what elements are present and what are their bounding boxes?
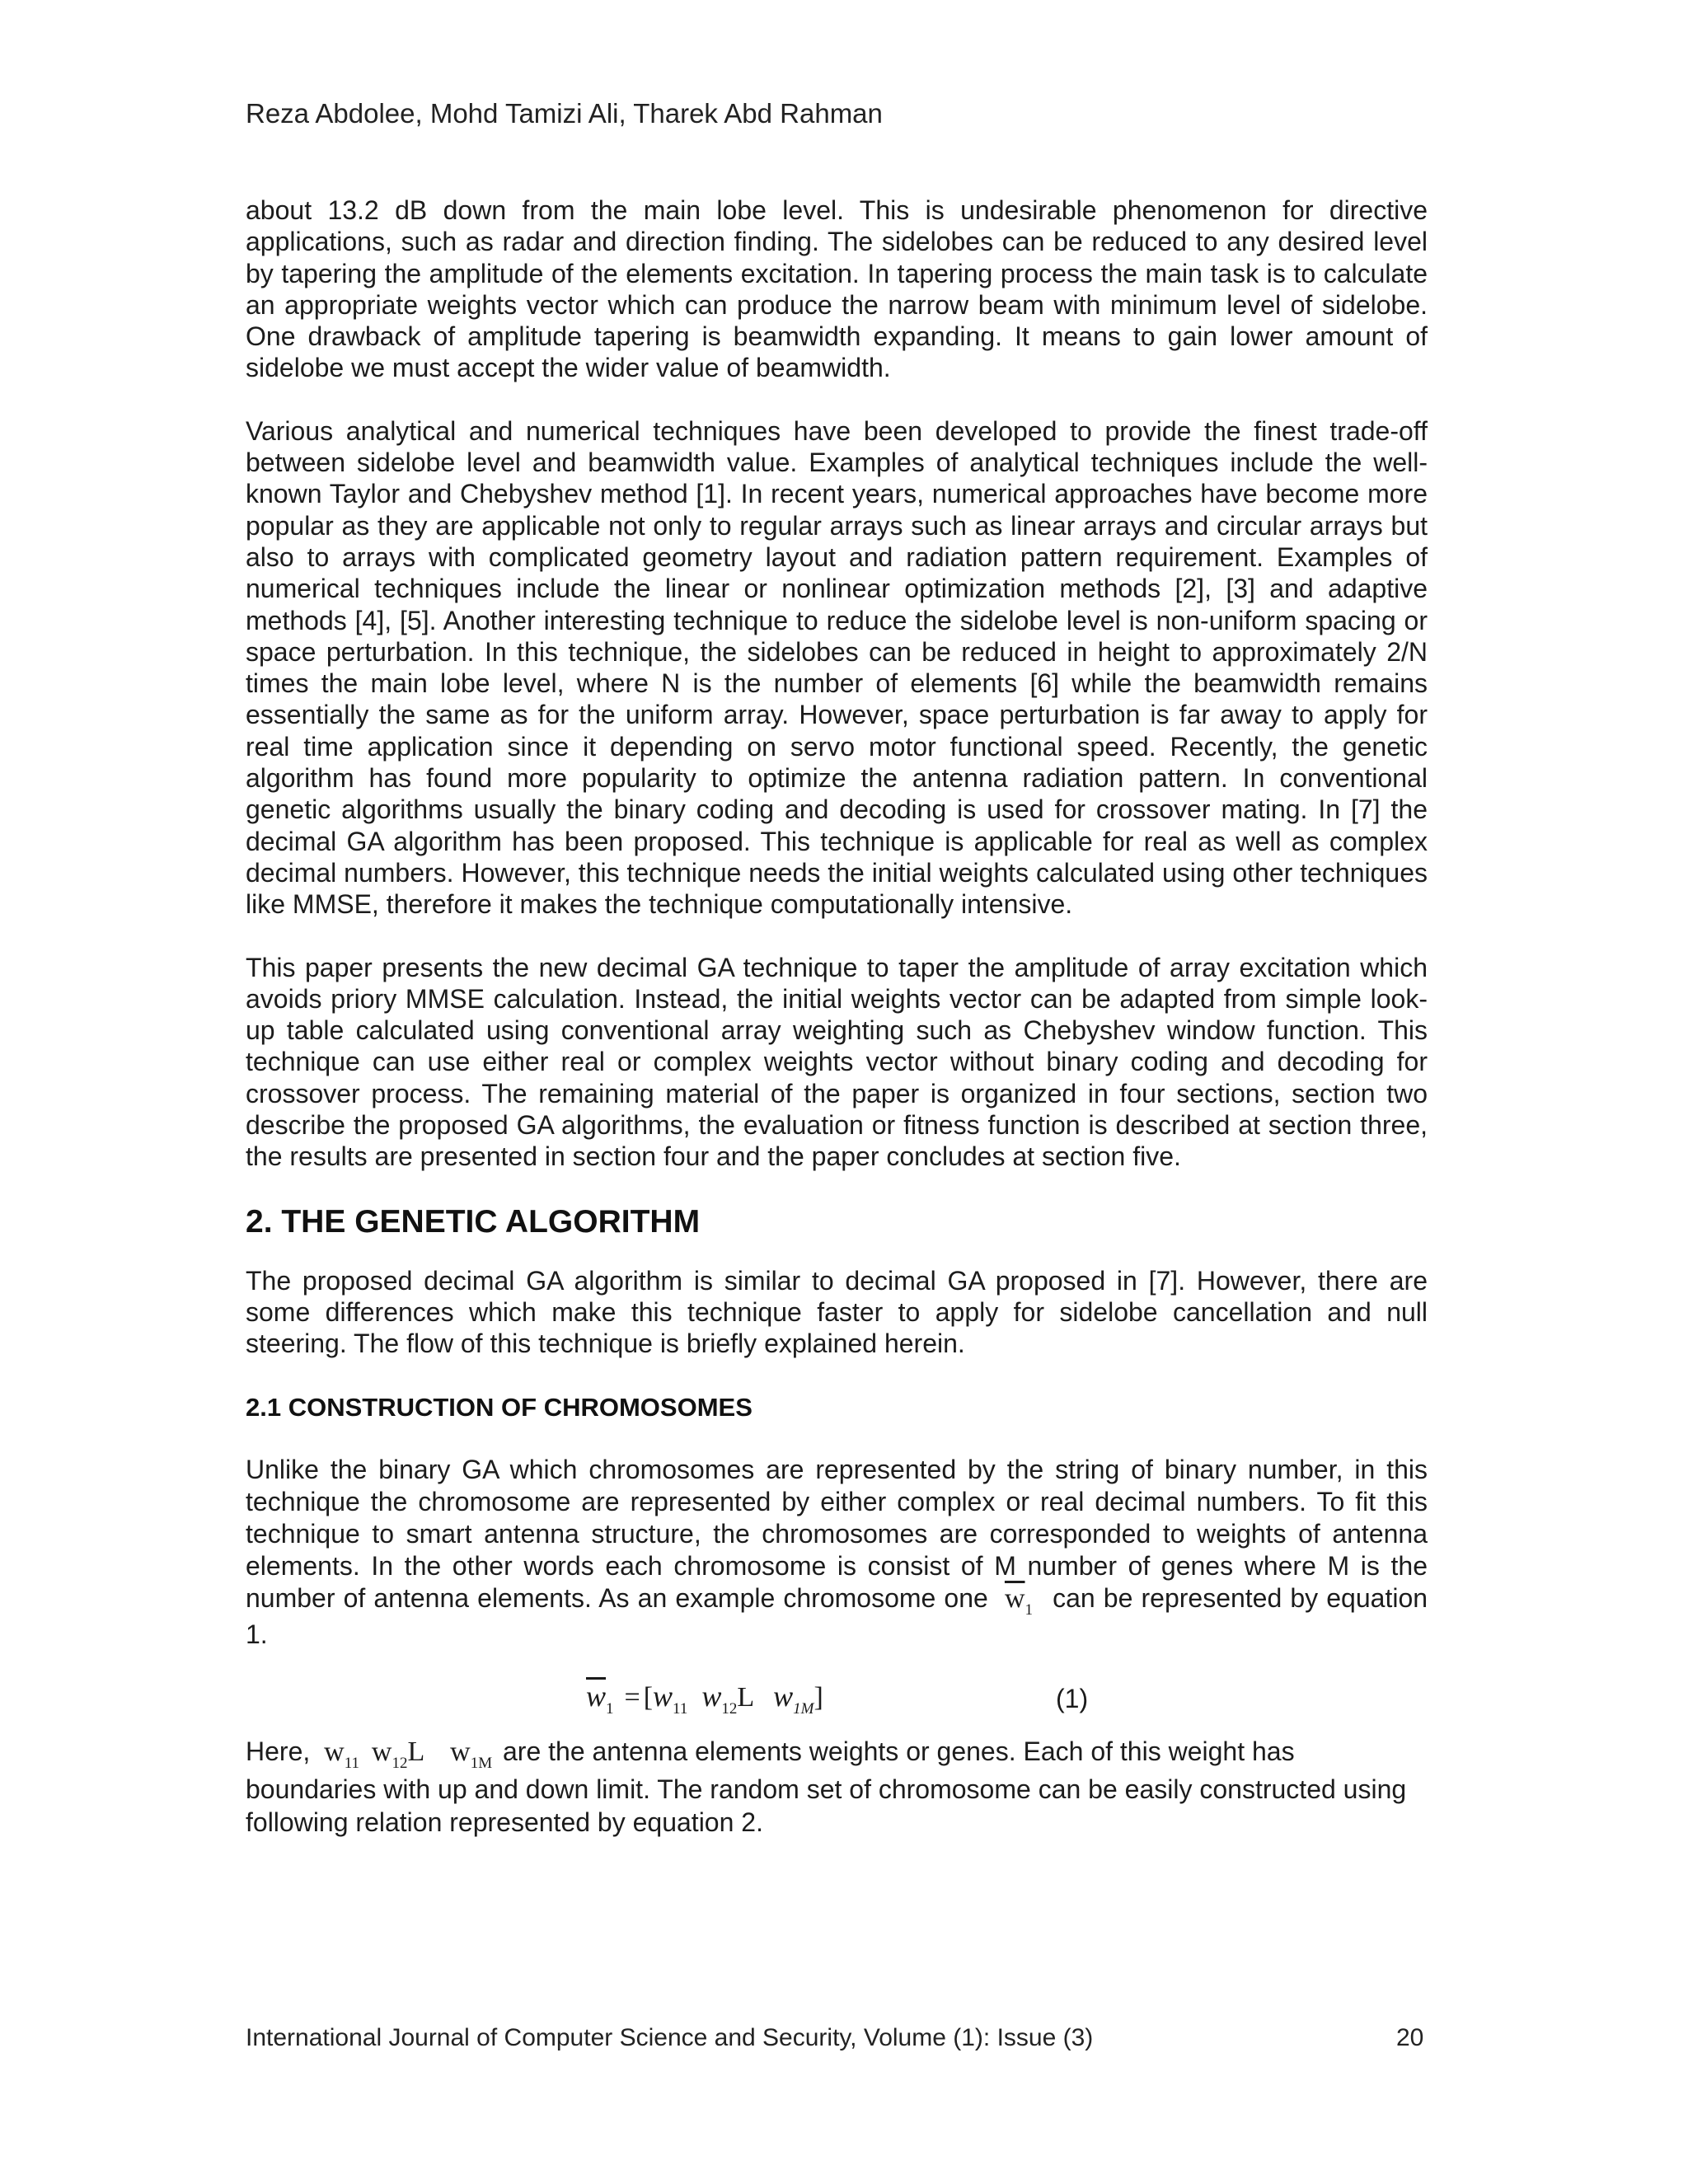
footer-journal: International Journal of Computer Science and Security, Volume (1): Issue (3) xyxy=(246,2024,1094,2051)
paragraph-1: about 13.2 dB down from the main lobe level. This is undesirable phenomenon for directive applications, such as radar and direction finding. The sidelobes can be reduced to any desired level by tapering the amplitude of the elements excitation. In tapering process the main task is to calculate an appropriate weights vector which can produce the narrow beam with minimum level of sidelobe. One drawback of amplitude tapering is beamwidth expanding. It means to gain lower amount of sidelobe we must accept the wider value of beamwidth. xyxy=(246,195,1428,383)
paragraph-5-text: Unlike the binary GA which chromosomes are represented by the string of binary number, in this technique the chromosome are represented by either complex or real decimal numbers. To fit this technique to smart antenna structure, the chromosomes are corresponded to weights of antenna elements. In the other words each chromosome is consist of M number of genes where M is the number of antenna elements. As an example chromosome one xyxy=(246,1454,1428,1613)
paragraph-2: Various analytical and numerical techniques have been developed to provide the finest trade-off between sidelobe level and beamwidth value. Examples of analytical techniques include the well-known Taylor and Chebyshev method [1]. In recent years, numerical approaches have become more popular as they are applicable not only to regular arrays such as linear arrays and circular arrays but also to arrays with complicated geometry layout and radiation pattern requirement. Examples of numerical techniques include the linear or nonlinear optimization methods [2], [3] and adaptive methods [4], [5]. Another interesting technique to reduce the sidelobe level is non-uniform spacing or space perturbation. In this technique, the sidelobes can be reduced in height to approximately 2/N times the main lobe level, where N is the number of elements [6] while the beamwidth remains essentially the same as for the uniform array. However, space perturbation is far away to apply for real time application since it depending on servo motor functional speed. Recently, the genetic algorithm has found more popularity to optimize the antenna radiation pattern. In conventional genetic algorithms usually the binary coding and decoding is used for crossover mating. In [7] the decimal GA algorithm has been proposed. This technique is applicable for real as well as complex decimal numbers. However, this technique needs the initial weights calculated using other techniques like MMSE, therefore it makes the technique computationally intensive. xyxy=(246,415,1428,920)
paragraph-3: This paper presents the new decimal GA technique to taper the amplitude of array excitation which avoids priory MMSE calculation. Instead, the initial weights vector can be adapted from simple look-up table calculated using conventional array weighting such as Chebyshev window function. This technique can use either real or complex weights vector without binary coding and decoding for crossover process. The remaining material of the paper is organized in four sections, section two describe the proposed GA algorithms, the evaluation or fitness function is described at section three, the results are presented in section four and the paper concludes at section five. xyxy=(246,952,1428,1172)
section-2-heading: 2. THE GENETIC ALGORITHM xyxy=(246,1203,701,1240)
paragraph-6: Here, $w_{11}$ $w_{12}L$ $w_{1M}$ are the antenna elements weights or genes. Each of this weight has boundaries with up and down limit. The random set of chromosome can be easily constructed using following relation represented by equation 2. xyxy=(246,1736,1407,1837)
section-2-1-heading: 2.1 CONSTRUCTION OF CHROMOSOMES xyxy=(246,1392,753,1422)
running-header-authors: Reza Abdolee, Mohd Tamizi Ali, Tharek Abd Rahman xyxy=(246,98,883,129)
paragraph-4: The proposed decimal GA algorithm is similar to decimal GA proposed in [7]. However, there are some differences which make this technique faster to apply for sidelobe cancellation and null steering. The flow of this technique is briefly explained herein. xyxy=(246,1265,1428,1359)
equation-1-expression: $\overline{w}_1 = [w_{11}$ $w_{12}L$ $w_{1M}$] xyxy=(586,1679,823,1718)
equation-1-number: (1) xyxy=(1056,1683,1089,1713)
footer-page-number: 20 xyxy=(1396,2024,1424,2051)
paragraph-5-text-end: can be represented by equation 1. xyxy=(246,1582,1428,1649)
page-body xyxy=(246,194,1428,1839)
paragraph-5 xyxy=(246,1454,1428,1651)
equation-1 xyxy=(246,1672,1428,1730)
inline-math-w1: $\overline{w}_1$ xyxy=(1004,1582,1033,1619)
inline-math-weights: $w_{11}$ $w_{12}L$ $w_{1M}$ xyxy=(324,1736,493,1772)
